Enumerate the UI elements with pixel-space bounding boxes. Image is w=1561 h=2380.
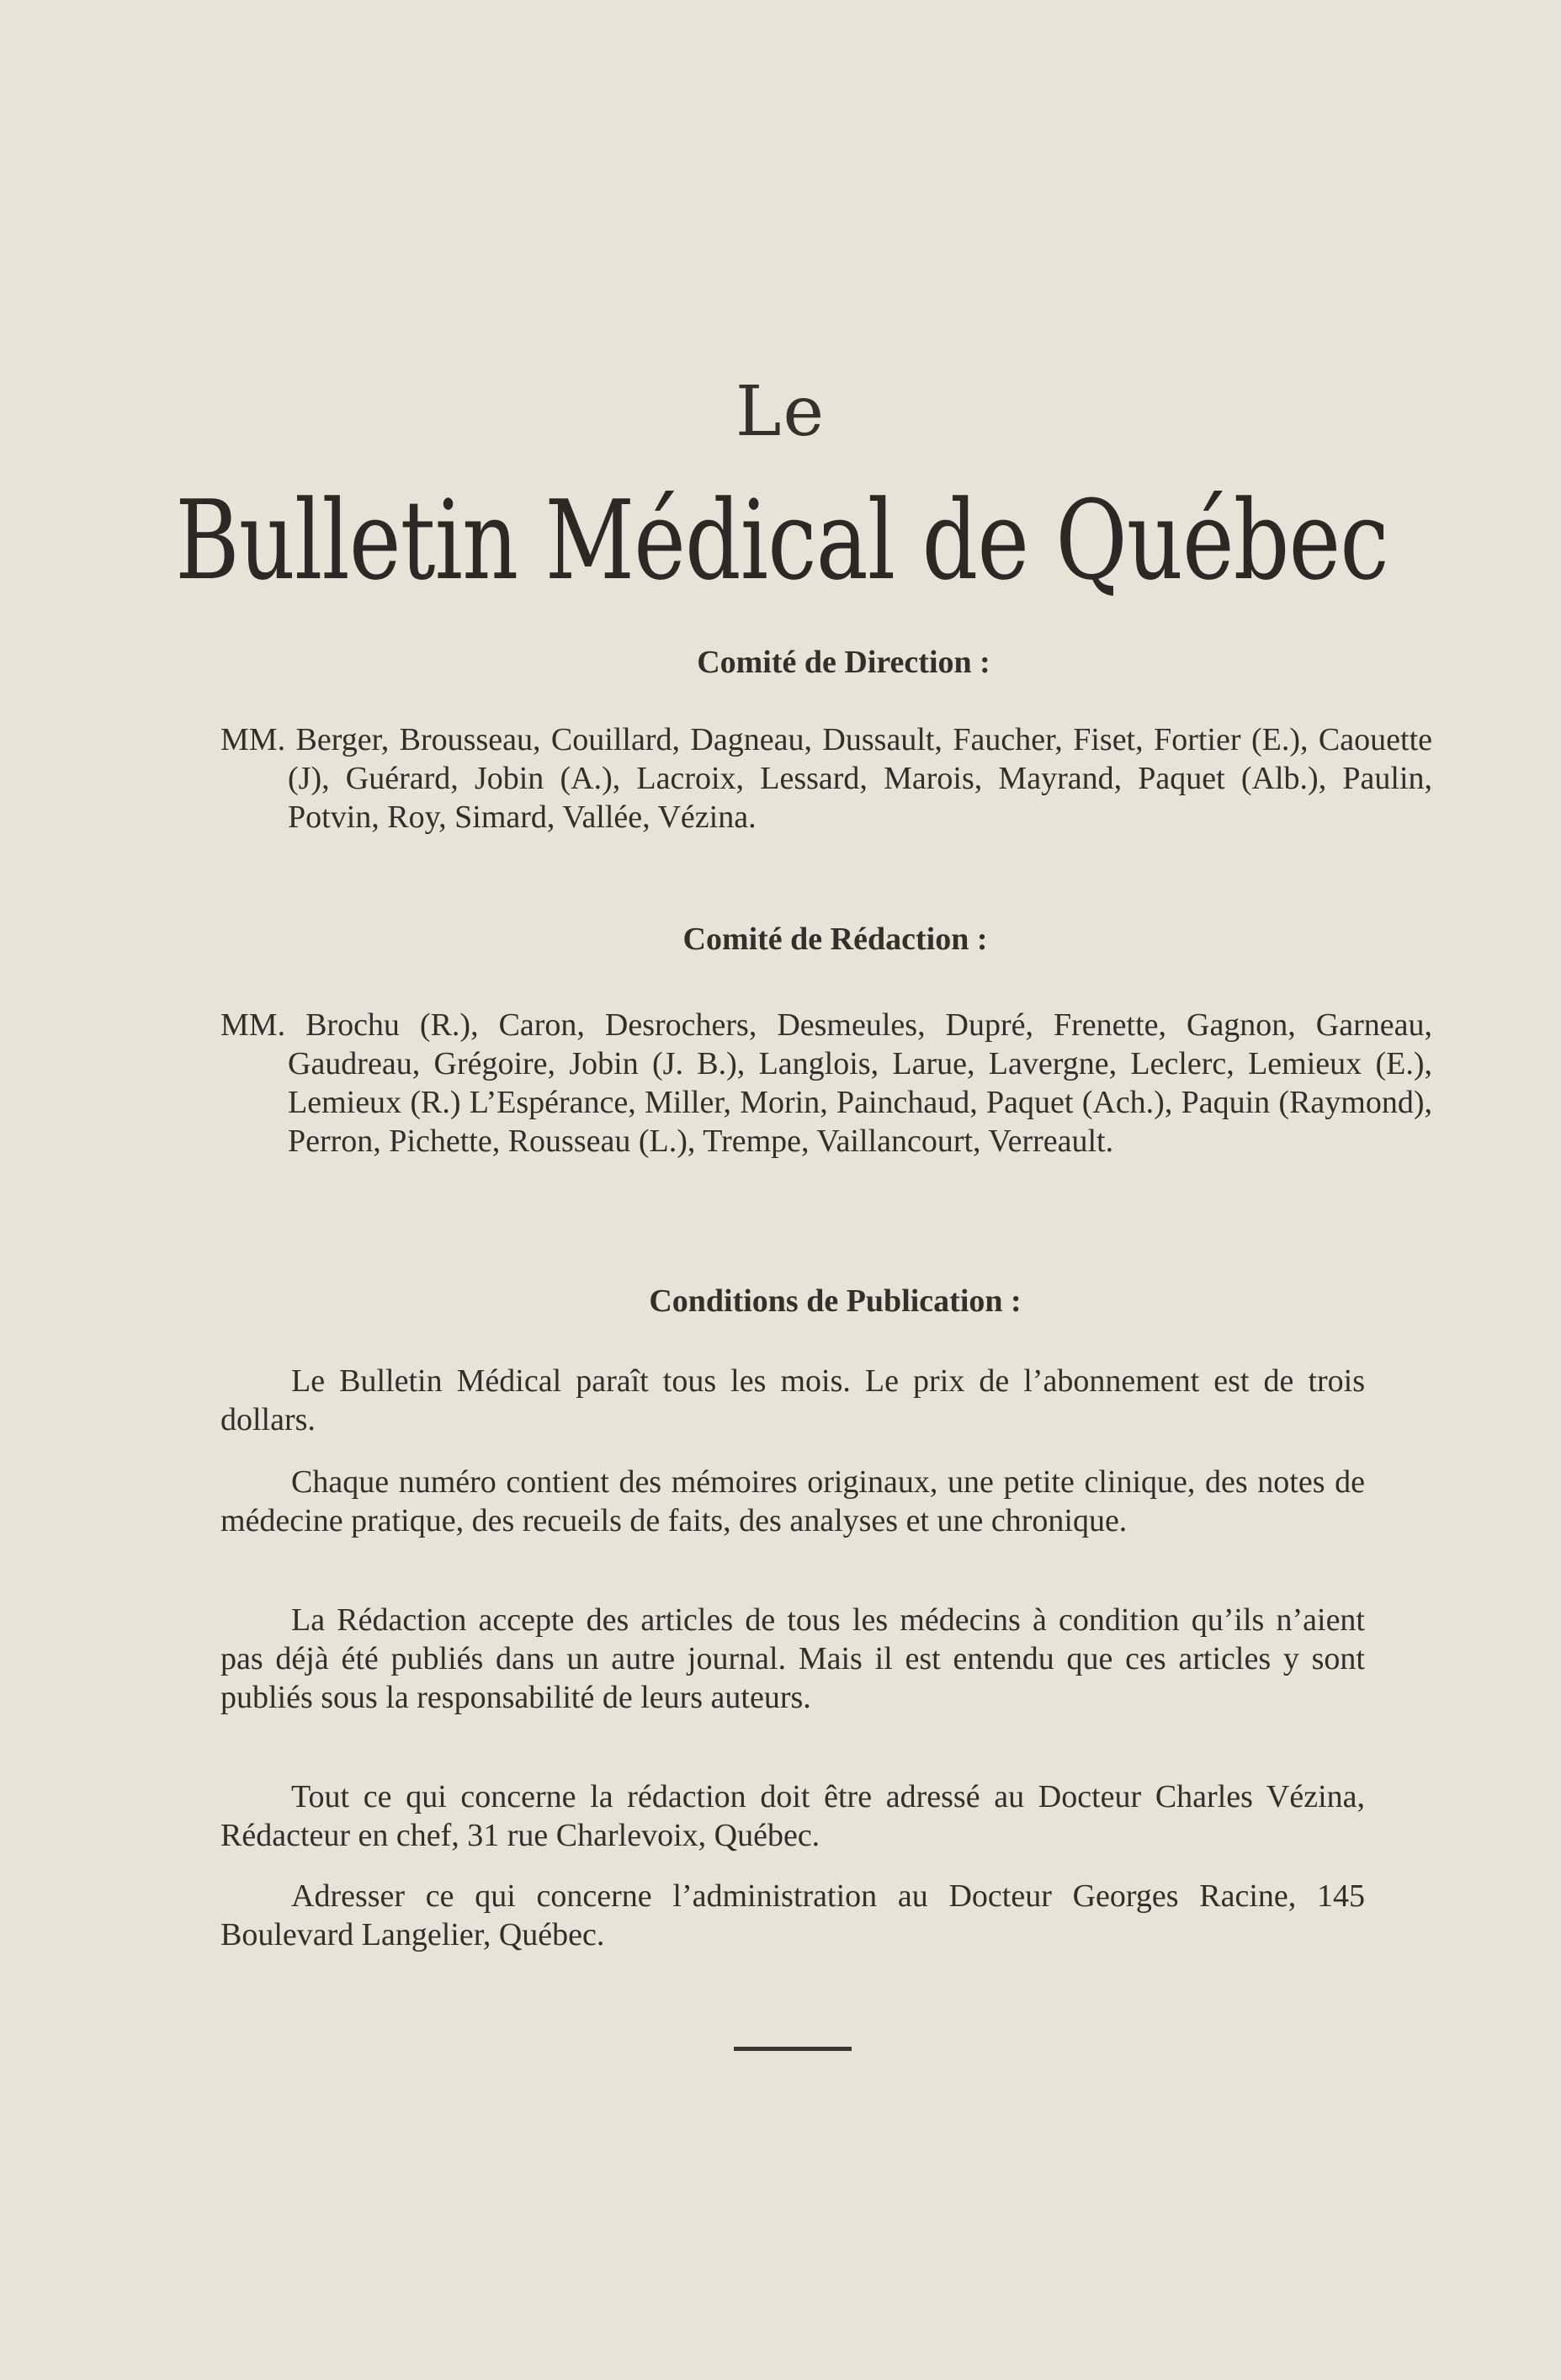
- condition-paragraph: Adresser ce qui concerne l’administration au Docteur Georges Racine, 145 Boulevard Langelier, Québec.: [220, 1878, 1365, 1952]
- masthead-le: Le: [735, 372, 826, 452]
- redaction-heading: Comité de Rédaction :: [682, 922, 988, 957]
- condition-paragraph: Tout ce qui concerne la rédaction doit être adressé au Docteur Charles Vézina, Rédacteur en chef, 31 rue Charlevoix, Québec.: [220, 1779, 1365, 1853]
- journal-title: Bulletin Médical de Québec: [175, 476, 1388, 604]
- redaction-members: MM. Brochu (R.), Caron, Desrochers, Desmeules, Dupré, Frenette, Gagnon, Garneau, Gaudreau, Grégoire, Jobin (J. B.), Langlois, Larue, Lavergne, Leclerc, Lemieux (E.), Lemieux (R.) L’Espérance, Miller, Morin, Painchaud, Paquet (Ach.), Paquin (Raymond), Perron, Pichette, Rousseau (L.), Trempe, Vaillancourt, Verreault.: [220, 1007, 1432, 1159]
- condition-paragraph: La Rédaction accepte des articles de tous les médecins à condition qu’ils n’aient pas déjà été publiés dans un autre journal. Mais il est entendu que ces articles y sont publiés sous la responsabilité de leurs auteurs.: [220, 1602, 1365, 1715]
- direction-members: MM. Berger, Brousseau, Couillard, Dagneau, Dussault, Faucher, Fiset, Fortier (E.), Caouette (J), Guérard, Jobin (A.), Lacroix, Lessard, Marois, Mayrand, Paquet (Alb.), Paulin, Potvin, Roy, Simard, Vallée, Vézina.: [220, 722, 1432, 835]
- closing-rule: [734, 2047, 852, 2051]
- condition-paragraph: Chaque numéro contient des mémoires originaux, une petite clinique, des notes de médecine pratique, des recueils de faits, des analyses et une chronique.: [220, 1464, 1365, 1538]
- conditions-heading: Conditions de Publication :: [649, 1283, 1022, 1319]
- direction-heading: Comité de Direction :: [697, 645, 990, 680]
- condition-paragraph: Le Bulletin Médical paraît tous les mois. Le prix de l’abonnement est de trois dollars.: [220, 1363, 1365, 1437]
